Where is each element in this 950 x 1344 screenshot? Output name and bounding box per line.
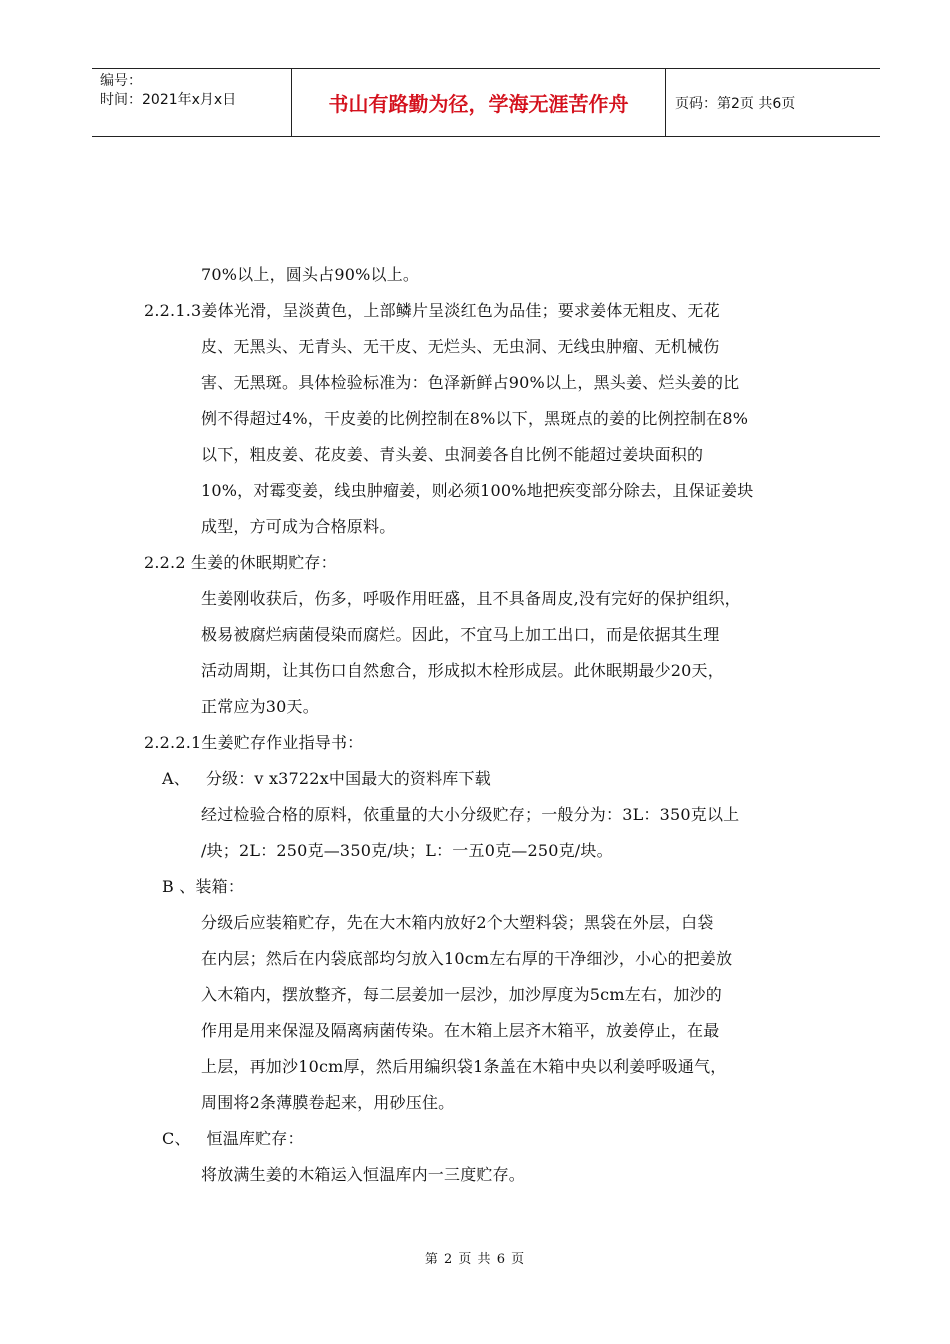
body-line: 极易被腐烂病菌侵染而腐烂。因此，不宜马上加工出口，而是依据其生理 [201, 625, 720, 644]
body-line: 10%，对霉变姜，线虫肿瘤姜，则必须100%地把疾变部分除去，且保证姜块 [201, 481, 754, 500]
body-line: 周围将2条薄膜卷起来，用砂压住。 [201, 1093, 455, 1112]
body-line: 正常应为30天。 [201, 697, 319, 716]
body-line: 作用是用来保湿及隔离病菌传染。在木箱上层齐木箱平，放姜停止，在最 [201, 1021, 720, 1040]
header-motto: 书山有路勤为径，学海无涯苦作舟 [292, 69, 666, 136]
body-line: 活动周期，让其伤口自然愈合，形成拟木栓形成层。此休眠期最少20天， [201, 661, 724, 680]
header-page-info: 页码：第2页 共6页 [675, 95, 796, 112]
page-footer: 第 2 页 共 6 页 [424, 1252, 526, 1267]
body-line: 害、无黑斑。具体检验标准为：色泽新鲜占90%以上，黑头姜、烂头姜的比 [201, 373, 740, 392]
section-heading-2-2-2: 2.2.2 生姜的休眠期贮存： [144, 553, 337, 572]
item-a-heading: A、 分级：v x3722x中国最大的资料库下载 [162, 769, 491, 788]
body-line: 分级后应装箱贮存，先在大木箱内放好2个大塑料袋；黑袋在外层，白袋 [201, 913, 714, 932]
section-heading-2-2-2-1: 2.2.2.1生姜贮存作业指导书： [144, 733, 364, 752]
body-line: 上层，再加沙10cm厚，然后用编织袋1条盖在木箱中央以利姜呼吸通气， [201, 1057, 727, 1076]
header-meta-cell [92, 69, 292, 136]
body-line: 以下，粗皮姜、花皮姜、青头姜、虫洞姜各自比例不能超过姜块面积的 [201, 445, 704, 464]
body-line: /块；2L：250克—350克/块；L：一五0克—250克/块。 [201, 841, 613, 860]
item-b-heading: B 、装箱： [162, 877, 245, 896]
body-line: 70%以上，圆头占90%以上。 [201, 265, 420, 284]
body-line: 成型，方可成为合格原料。 [201, 517, 396, 536]
body-line: 皮、无黑头、无青头、无干皮、无烂头、无虫洞、无线虫肿瘤、无机械伤 [201, 337, 720, 356]
document-time-label: 时间：2021年x月x日 [100, 92, 237, 108]
body-line: 在内层；然后在内袋底部均匀放入10cm左右厚的干净细沙，小心的把姜放 [201, 949, 733, 968]
body-line: 生姜刚收获后，伤多，呼吸作用旺盛，且不具备周皮,没有完好的保护组织， [201, 589, 741, 608]
body-line: 例不得超过4%，干皮姜的比例控制在8%以下，黑斑点的姜的比例控制在8% [201, 409, 749, 428]
body-line: 经过检验合格的原料，依重量的大小分级贮存；一般分为：3L：350克以上 [201, 805, 740, 824]
section-heading-2-2-1-3: 2.2.1.3姜体光滑，呈淡黄色，上部鳞片呈淡红色为品佳；要求姜体无粗皮、无花 [144, 301, 720, 320]
body-line: 将放满生姜的木箱运入恒温库内一三度贮存。 [201, 1165, 526, 1184]
item-c-heading: C、 恒温库贮存： [162, 1129, 304, 1148]
body-line: 入木箱内，摆放整齐，每二层姜加一层沙，加沙厚度为5cm左右，加沙的 [201, 985, 722, 1004]
page-header [92, 68, 880, 137]
document-number-label: 编号： [100, 73, 142, 89]
